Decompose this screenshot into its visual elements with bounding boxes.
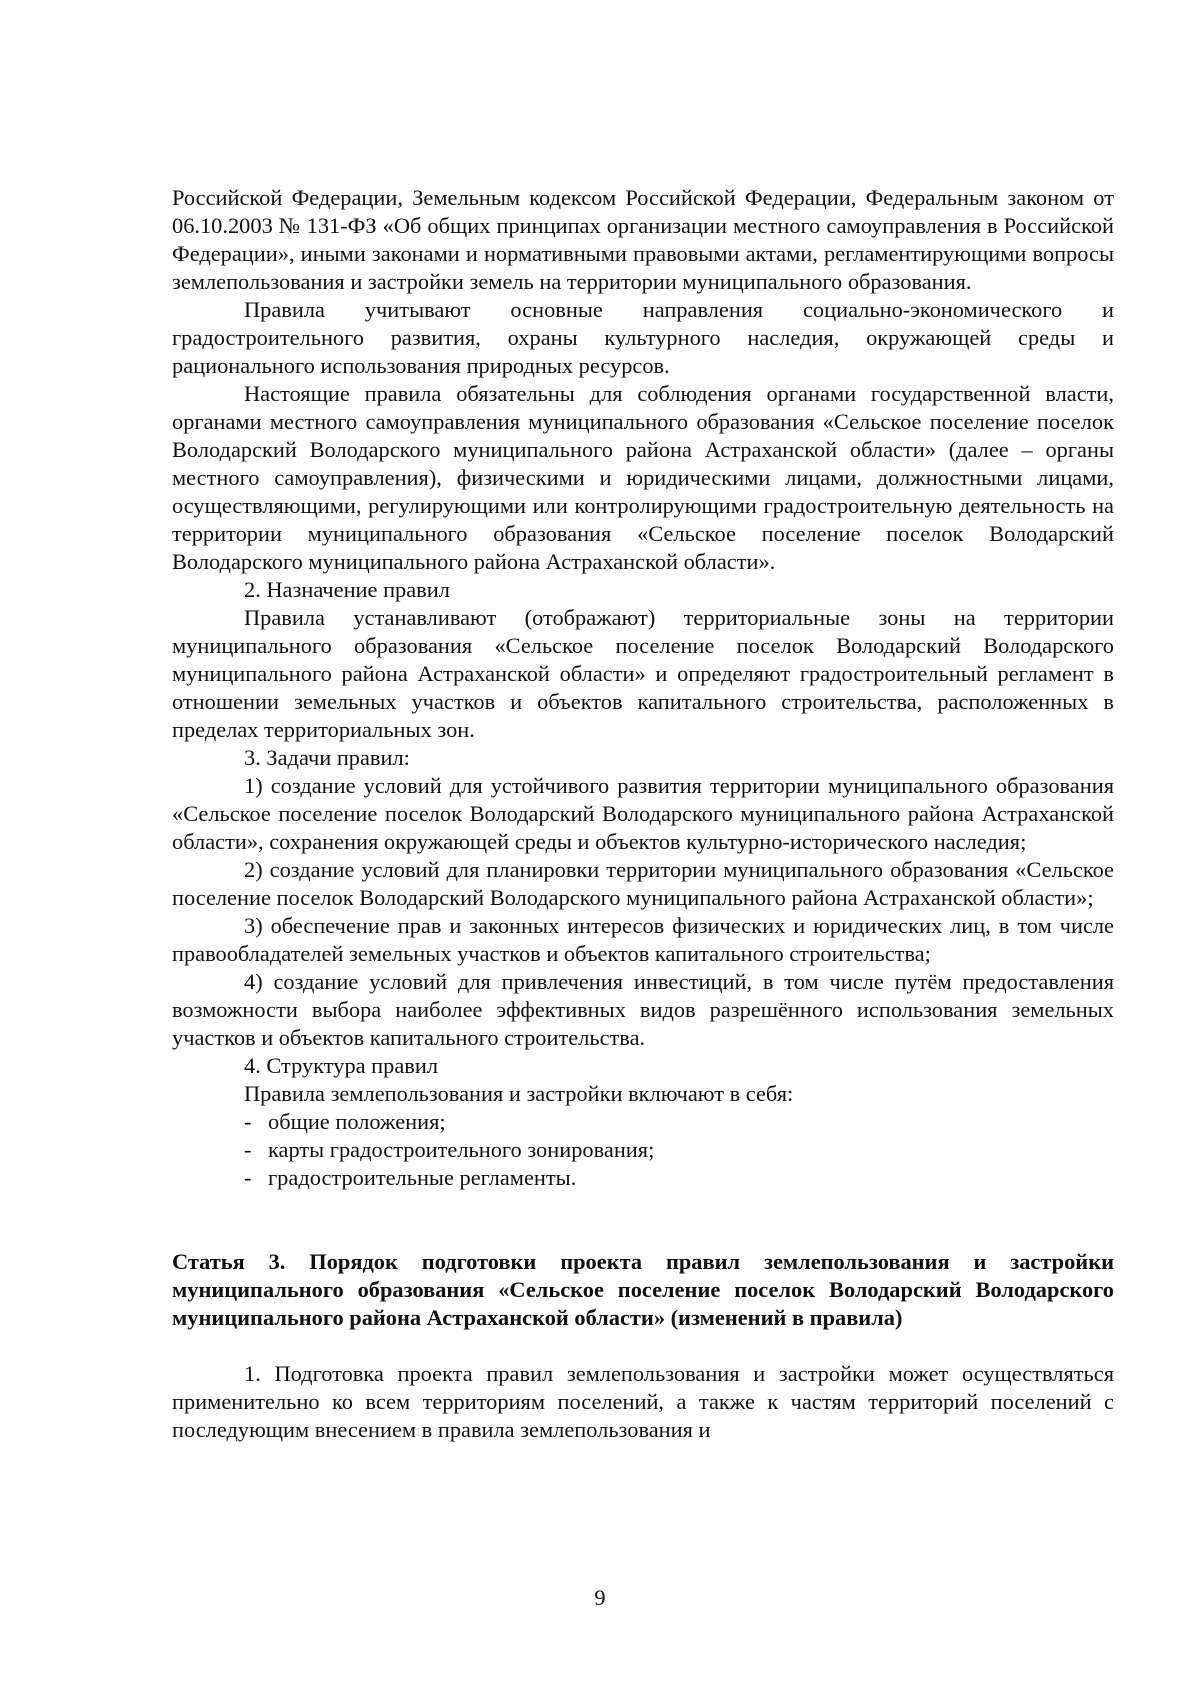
section-heading-tasks: 3. Задачи правил: — [244, 745, 410, 770]
paragraph-obligations: Настоящие правила обязательны для соблюдения органами государственной власти, органами местного самоуправления муниципального образования «Сельское поселение поселок Володарский Володарского муниципального района Астраханской области» (далее – органы местного самоуправления), физическими и юридическими лицами, должностными лицами, осуществляющими, регулирующими или контролирующими градостроительную деятельность на территории муниципального образования «Сельское поселение поселок Володарский Володарского муниципального района Астраханской области». — [172, 381, 1114, 574]
paragraph-article-3-1: 1. Подготовка проекта правил землепользования и застройки может осуществляться применительно ко всем территориям поселений, а также к частям территорий поселений с последующим внесением в правила землепользования и — [172, 1361, 1114, 1442]
paragraph-directions: Правила учитывают основные направления социально-экономического и градостроительного развития, охраны культурного наследия, окружающей среды и рационального использования природных ресурсов. — [172, 297, 1114, 378]
task-item-4: 4) создание условий для привлечения инвестиций, в том числе путём предоставления возможности выбора наиболее эффективных видов разрешённого использования земельных участков и объектов капитального строительства. — [172, 969, 1114, 1050]
section-heading-structure: 4. Структура правил — [244, 1053, 439, 1078]
list-item: - общие положения; — [244, 1108, 1114, 1136]
document-page — [172, 184, 1114, 1444]
list-item: - карты градостроительного зонирования; — [244, 1136, 1114, 1164]
article-heading: Статья 3. Порядок подготовки проекта правил землепользования и застройки муниципального образования «Сельское поселение поселок Володарский Володарского муниципального района Астраханской области» (изменений в правила) — [172, 1249, 1114, 1330]
list-item: - градостроительные регламенты. — [244, 1164, 1114, 1192]
page-number: 9 — [594, 1585, 606, 1610]
task-item-3: 3) обеспечение прав и законных интересов физических и юридических лиц, в том числе правообладателей земельных участков и объектов капитального строительства; — [172, 913, 1114, 966]
structure-list — [172, 1108, 1114, 1192]
section-heading-purpose: 2. Назначение правил — [244, 577, 450, 602]
paragraph-structure-intro: Правила землепользования и застройки включают в себя: — [244, 1081, 794, 1106]
task-item-1: 1) создание условий для устойчивого развития территории муниципального образования «Сельское поселение поселок Володарский Володарского муниципального района Астраханской области», сохранения окружающей среды и объектов культурно-исторического наследия; — [172, 773, 1114, 854]
paragraph-intro: Российской Федерации, Земельным кодексом Российской Федерации, Федеральным законом от 06.10.2003 № 131-ФЗ «Об общих принципах организации местного самоуправления в Российской Федерации», иными законами и нормативными правовыми актами, регламентирующими вопросы землепользования и застройки земель на территории муниципального образования. — [172, 185, 1114, 294]
task-item-2: 2) создание условий для планировки территории муниципального образования «Сельское поселение поселок Володарский Володарского муниципального района Астраханской области»; — [172, 857, 1114, 910]
paragraph-purpose: Правила устанавливают (отображают) территориальные зоны на территории муниципального образования «Сельское поселение поселок Володарский Володарского муниципального района Астраханской области» и определяют градостроительный регламент в отношении земельных участков и объектов капитального строительства, расположенных в пределах территориальных зон. — [172, 605, 1114, 742]
